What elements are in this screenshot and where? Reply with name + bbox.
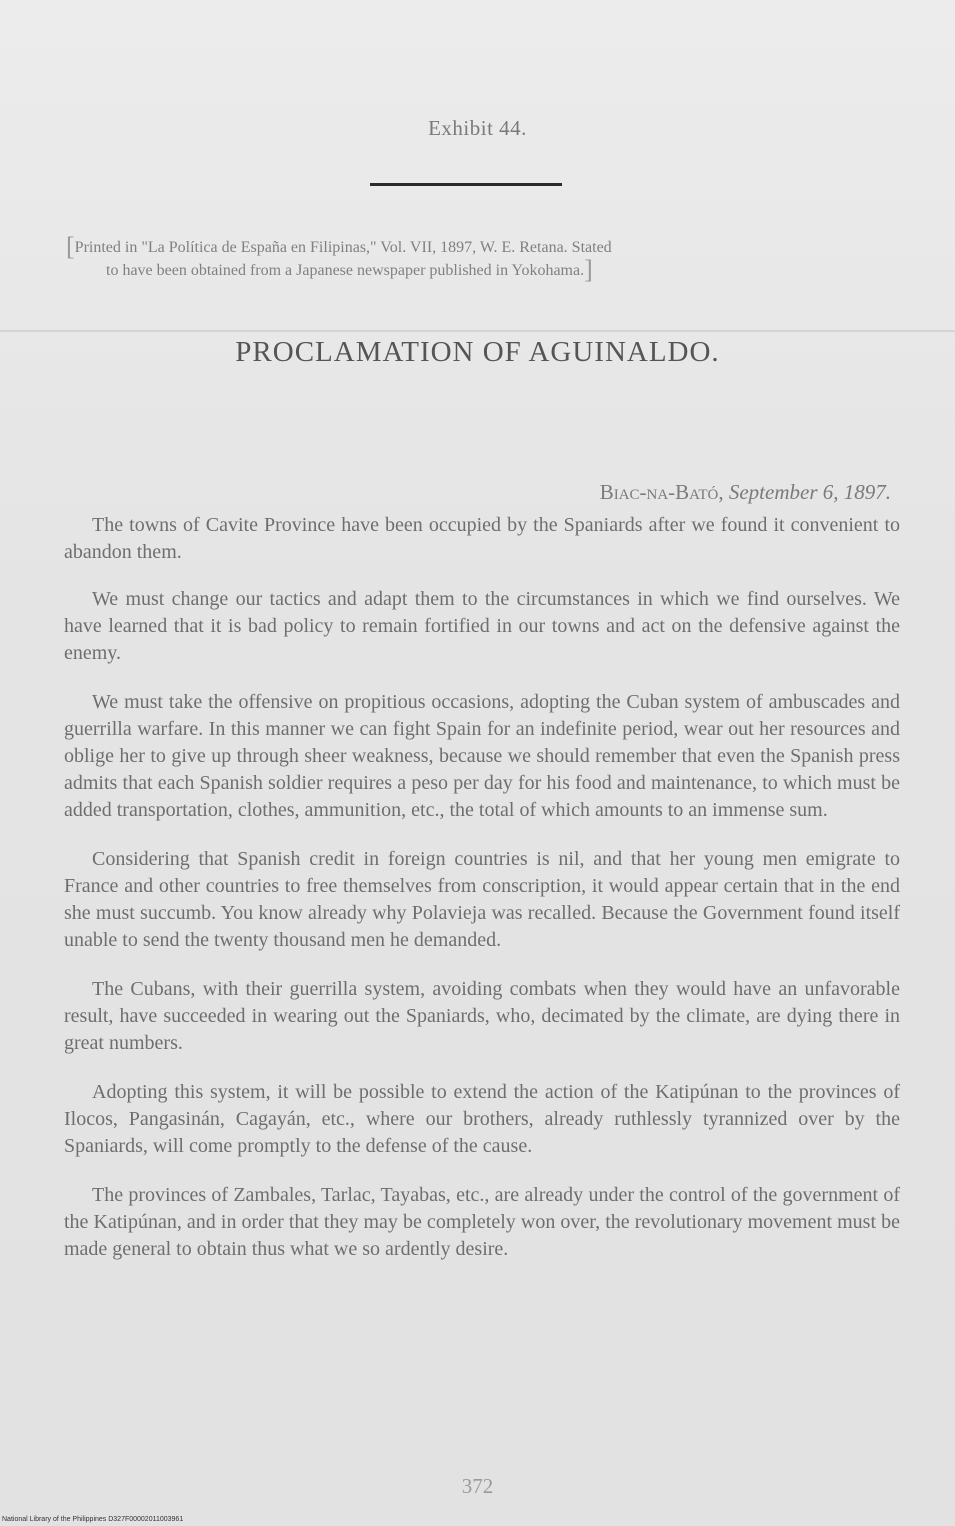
- paragraph-1: The towns of Cavite Province have been occupied by the Spaniards after we found it convenient to abandon them.: [64, 514, 900, 563]
- dateline-date: September 6, 1897.: [728, 480, 891, 504]
- source-note: [58, 232, 890, 284]
- heading-rule: [370, 183, 562, 186]
- source-note-line-1: [58, 232, 890, 261]
- paragraph-6: Adopting this system, it will be possible to extend the action of the Katipúnan to the provinces of Ilocos, Pangasinán, Cagayán, etc., where our brothers, already ruthlessly tyrannized over by the Spaniards, will come promptly to the defense of the cause.: [64, 1081, 900, 1157]
- document-title: PROCLAMATION OF AGUINALDO.: [235, 336, 720, 368]
- source-note-text-1: Printed in "La Política de España en Filipinas," Vol. VII, 1897, W. E. Retana. Stated: [74, 239, 612, 256]
- source-note-text-2: to have been obtained from a Japanese newspaper published in Yokohama.: [106, 262, 585, 279]
- page-fold: [0, 330, 955, 332]
- paragraph-2: We must change our tactics and adapt them to the circumstances in which we find ourselves. We have learned that it is bad policy to remain fortified in our towns and act on the defensive against the enemy.: [64, 588, 900, 664]
- archive-footer: National Library of the Philippines D327F00002011003961: [2, 1516, 184, 1523]
- dateline-place: Biac-na-Bató,: [599, 480, 724, 504]
- paragraph-4: Considering that Spanish credit in foreign countries is nil, and that her young men emigrate to France and other countries to free themselves from conscription, it would appear certain that in the end she must succumb. You know already why Polavieja was recalled. Because the Government found itself unable to send the twenty thousand men he demanded.: [64, 848, 900, 951]
- source-note-line-2: [58, 255, 890, 284]
- paragraph-3: We must take the offensive on propitious occasions, adopting the Cuban system of ambuscades and guerrilla warfare. In this manner we can fight Spain for an indefinite period, wear out her resources and oblige her to give up through sheer weakness, because we should remember that even the Spanish press admits that each Spanish soldier requires a peso per day for his food and maintenance, to which must be added transportation, clothes, ammunition, etc., the total of which amounts to an immense sum.: [64, 691, 900, 821]
- page-number: 372: [461, 1474, 494, 1498]
- dateline: [600, 480, 891, 505]
- paragraph-5: The Cubans, with their guerrilla system, avoiding combats when they would have an unfavorable result, have succeeded in wearing out the Spaniards, who, decimated by the climate, are dying there in great numbers.: [64, 978, 900, 1054]
- open-bracket: [: [66, 232, 75, 261]
- document-body: [64, 512, 900, 1285]
- exhibit-heading: Exhibit 44.: [428, 116, 527, 140]
- paragraph-7: The provinces of Zambales, Tarlac, Tayabas, etc., are already under the control of the government of the Katipúnan, and in order that they may be completely won over, the revolutionary movement must be made general to obtain thus what we so ardently desire.: [64, 1184, 900, 1260]
- close-bracket: ]: [584, 255, 593, 284]
